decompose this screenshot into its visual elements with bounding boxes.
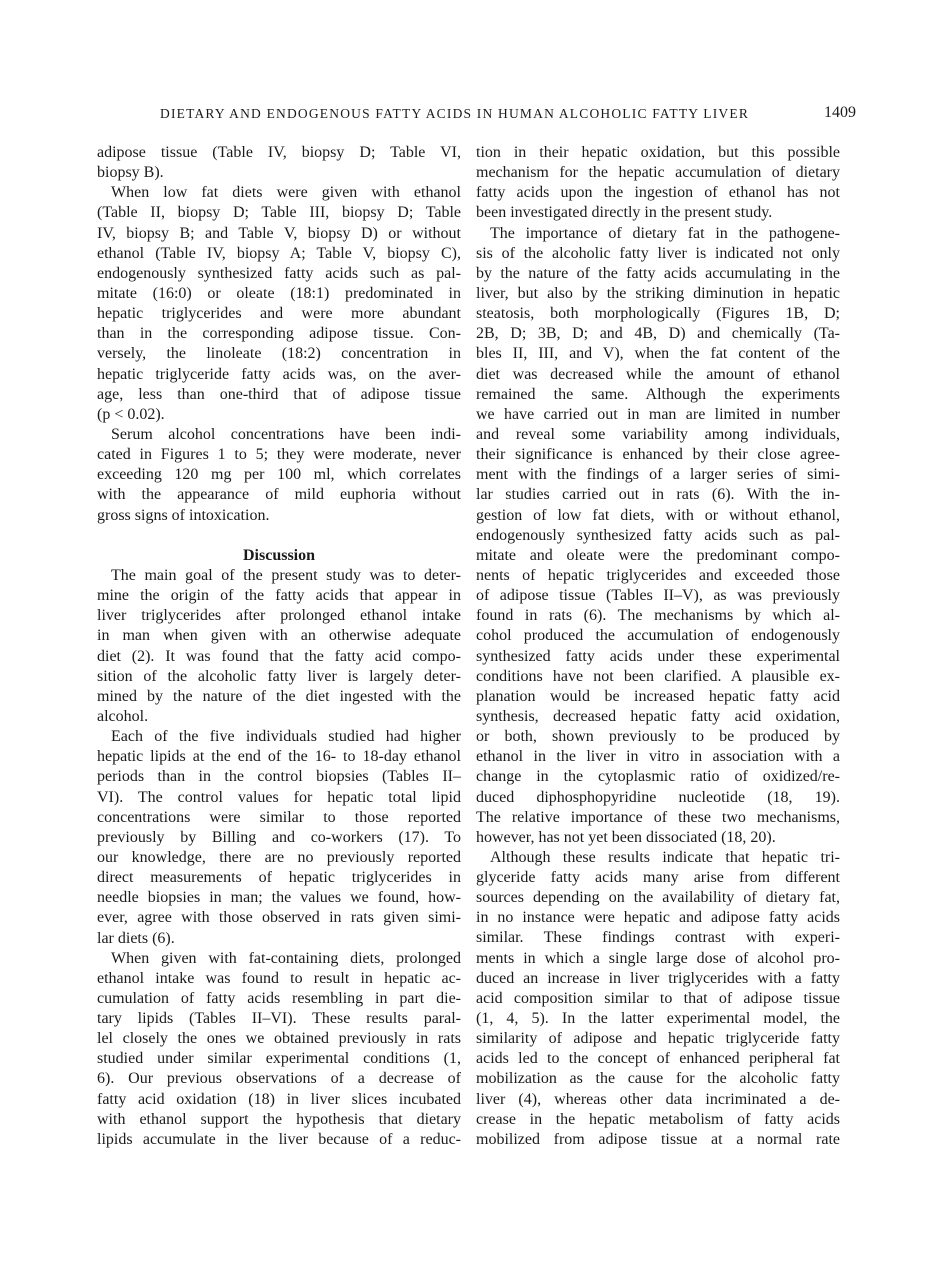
text-line: 2B, D; 3B, D; and 4B, D) and chemically (Ta-: [476, 325, 840, 343]
text-line: of adipose tissue (Tables II–V), as was previously: [476, 587, 840, 605]
text-line: Although these results indicate that hepatic tri-: [490, 848, 840, 866]
text-line: ethanol (Table IV, biopsy A; Table V, biopsy C),: [97, 244, 461, 262]
text-line: gross signs of intoxication.: [97, 506, 270, 524]
running-head: DIETARY AND ENDOGENOUS FATTY ACIDS IN HUMAN ALCOHOLIC FATTY LIVER: [160, 106, 750, 121]
text-line: tion in their hepatic oxidation, but this possible: [476, 144, 840, 161]
text-line: glyceride fatty acids many arise from different: [476, 869, 840, 887]
text-line: The main goal of the present study was to deter-: [111, 566, 461, 584]
paragraph: [97, 949, 461, 1150]
left-column: [97, 143, 461, 1150]
paragraph: [97, 143, 461, 183]
text-line: ethanol intake was found to result in hepatic ac-: [97, 969, 461, 987]
text-line: direct measurements of hepatic triglycerides in: [97, 869, 461, 887]
text-line: IV, biopsy B; and Table V, biopsy D) or without: [97, 224, 461, 242]
text-line: ethanol in the liver in vitro in association with a: [476, 748, 840, 766]
text-line: cohol produced the accumulation of endogenously: [476, 627, 840, 645]
paragraph: [97, 183, 461, 425]
text-line: with the appearance of mild euphoria without: [97, 486, 461, 504]
text-line: cumulation of fatty acids resembling in part die-: [97, 989, 461, 1007]
text-line: VI). The control values for hepatic total lipid: [97, 788, 461, 806]
text-line: mitate (16:0) or oleate (18:1) predominated in: [97, 284, 461, 302]
paragraph: [97, 425, 461, 526]
text-line: by the nature of the fatty acids accumulating in the: [476, 264, 840, 282]
text-line: mobilized from adipose tissue at a normal rate: [476, 1130, 840, 1148]
text-line: (Table II, biopsy D; Table III, biopsy D; Table: [97, 204, 461, 222]
text-line: gestion of low fat diets, with or without ethanol,: [476, 506, 840, 524]
text-line: biopsy B).: [97, 164, 164, 182]
text-line: our knowledge, there are no previously reported: [97, 848, 461, 866]
paragraph: [476, 848, 840, 1150]
text-line: hepatic triglycerides and were more abundant: [97, 305, 461, 323]
text-line: found in rats (6). The mechanisms by which al-: [476, 607, 840, 625]
text-line: bles II, III, and V), when the fat content of the: [476, 345, 840, 363]
text-line: fatty acid oxidation (18) in liver slices incubated: [97, 1090, 461, 1108]
paragraph: [476, 224, 840, 848]
text-line: lel closely the ones we obtained previously in rats: [97, 1030, 461, 1048]
text-line: cated in Figures 1 to 5; they were moderate, never: [97, 446, 461, 464]
text-line: tary lipids (Tables II–VI). These results paral-: [97, 1010, 461, 1028]
text-line: duced an increase in liver triglycerides with a fatty: [476, 969, 840, 987]
text-line: nents of hepatic triglycerides and exceeded those: [476, 566, 840, 584]
text-line: sis of the alcoholic fatty liver is indicated not only: [476, 244, 840, 262]
text-line: ments in which a single large dose of alcohol pro-: [476, 949, 840, 967]
text-line: ever, agree with those observed in rats given simi-: [97, 909, 461, 927]
text-line: mechanism for the hepatic accumulation of dietary: [476, 164, 840, 182]
text-line: or both, shown previously to be produced by: [476, 728, 840, 746]
text-line: liver (4), whereas other data incriminated a de-: [476, 1090, 840, 1108]
text-line: similar. These findings contrast with experi-: [476, 929, 840, 947]
text-line: fatty acids upon the ingestion of ethanol has not: [476, 184, 840, 202]
text-line: liver, but also by the striking diminution in hepatic: [476, 284, 840, 302]
text-line: 6). Our previous observations of a decrease of: [97, 1070, 461, 1088]
text-line: crease in the hepatic metabolism of fatty acids: [476, 1110, 840, 1128]
text-line: hepatic lipids at the end of the 16- to 18-day ethanol: [97, 748, 461, 766]
text-line: concentrations were similar to those reported: [97, 808, 461, 826]
text-line: exceeding 120 mg per 100 ml, which correlates: [97, 466, 461, 484]
text-line: in no instance were hepatic and adipose fatty acids: [476, 909, 840, 927]
text-line: however, has not yet been dissociated (18, 20).: [476, 828, 776, 846]
text-line: lar studies carried out in rats (6). With the in-: [476, 486, 840, 504]
section-heading: Discussion: [242, 546, 316, 564]
text-line: endogenously synthesized fatty acids such as pal-: [476, 526, 840, 544]
text-line: lipids accumulate in the liver because of a reduc-: [97, 1130, 461, 1148]
right-column: [476, 143, 840, 1150]
text-line: adipose tissue (Table IV, biopsy D; Table VI,: [97, 144, 461, 161]
text-line: ment with the findings of a larger series of simi-: [476, 466, 840, 484]
text-line: Serum alcohol concentrations have been indi-: [111, 425, 461, 443]
text-line: we have carried out in man are limited in number: [476, 405, 840, 423]
text-line: Each of the five individuals studied had higher: [111, 728, 461, 746]
text-line: The importance of dietary fat in the pathogene-: [490, 224, 840, 242]
text-line: in man when given with an otherwise adequate: [97, 627, 461, 645]
text-line: similarity of adipose and hepatic triglyceride fatty: [476, 1030, 840, 1048]
text-line: sources depending on the availability of dietary fat,: [476, 889, 840, 907]
text-line: mitate and oleate were the predominant compo-: [476, 546, 840, 564]
text-line: with ethanol support the hypothesis that dietary: [97, 1110, 461, 1128]
text-line: When given with fat-containing diets, prolonged: [111, 949, 461, 967]
text-line: diet (2). It was found that the fatty acid compo-: [97, 647, 461, 665]
text-line: than in the corresponding adipose tissue. Con-: [97, 325, 461, 343]
text-line: acids led to the concept of enhanced peripheral fat: [476, 1050, 840, 1068]
text-line: hepatic triglyceride fatty acids was, on the aver-: [97, 365, 461, 383]
text-line: diet was decreased while the amount of ethanol: [476, 365, 840, 383]
text-line: versely, the linoleate (18:2) concentration in: [97, 345, 461, 363]
text-line: previously by Billing and co-workers (17). To: [97, 828, 461, 846]
text-line: mobilization as the cause for the alcoholic fatty: [476, 1070, 840, 1088]
text-line: studied under similar experimental conditions (1,: [97, 1050, 461, 1068]
text-line: their significance is enhanced by their close agree-: [476, 446, 840, 464]
text-line: lar diets (6).: [97, 929, 175, 947]
text-line: sition of the alcoholic fatty liver is largely deter-: [97, 667, 461, 685]
text-line: duced diphosphopyridine nucleotide (18, 19).: [476, 788, 840, 806]
text-line: change in the cytoplasmic ratio of oxidized/re-: [476, 768, 840, 786]
text-line: When low fat diets were given with ethanol: [111, 184, 461, 202]
text-line: (1, 4, 5). In the latter experimental model, the: [476, 1010, 840, 1028]
text-line: steatosis, both morphologically (Figures 1B, D;: [476, 305, 840, 323]
paragraph: [476, 143, 840, 224]
text-line: liver triglycerides after prolonged ethanol intake: [97, 607, 461, 625]
text-line: acid composition similar to that of adipose tissue: [476, 989, 840, 1007]
text-line: periods than in the control biopsies (Tables II–: [97, 768, 461, 786]
text-line: mine the origin of the fatty acids that appear in: [97, 587, 461, 605]
text-line: and reveal some variability among individuals,: [476, 425, 840, 443]
text-line: conditions have not been clarified. A plausible ex-: [476, 667, 840, 685]
text-line: remained the same. Although the experiments: [476, 385, 840, 403]
paragraph: [97, 566, 461, 727]
text-line: age, less than one-third that of adipose tissue: [97, 385, 461, 403]
text-line: (p < 0.02).: [97, 405, 165, 423]
paragraph: [97, 727, 461, 949]
page-number: 1409: [824, 104, 856, 121]
text-line: endogenously synthesized fatty acids such as pal-: [97, 264, 461, 282]
text-line: synthesis, decreased hepatic fatty acid oxidation,: [476, 707, 840, 725]
text-line: mined by the nature of the diet ingested with the: [97, 687, 461, 705]
text-line: needle biopsies in man; the values we found, how-: [97, 889, 461, 907]
text-line: The relative importance of these two mechanisms,: [476, 808, 840, 826]
text-line: been investigated directly in the present study.: [476, 204, 773, 222]
text-line: synthesized fatty acids under these experimental: [476, 647, 840, 665]
text-line: planation would be increased hepatic fatty acid: [476, 687, 840, 705]
text-line: alcohol.: [97, 707, 149, 725]
